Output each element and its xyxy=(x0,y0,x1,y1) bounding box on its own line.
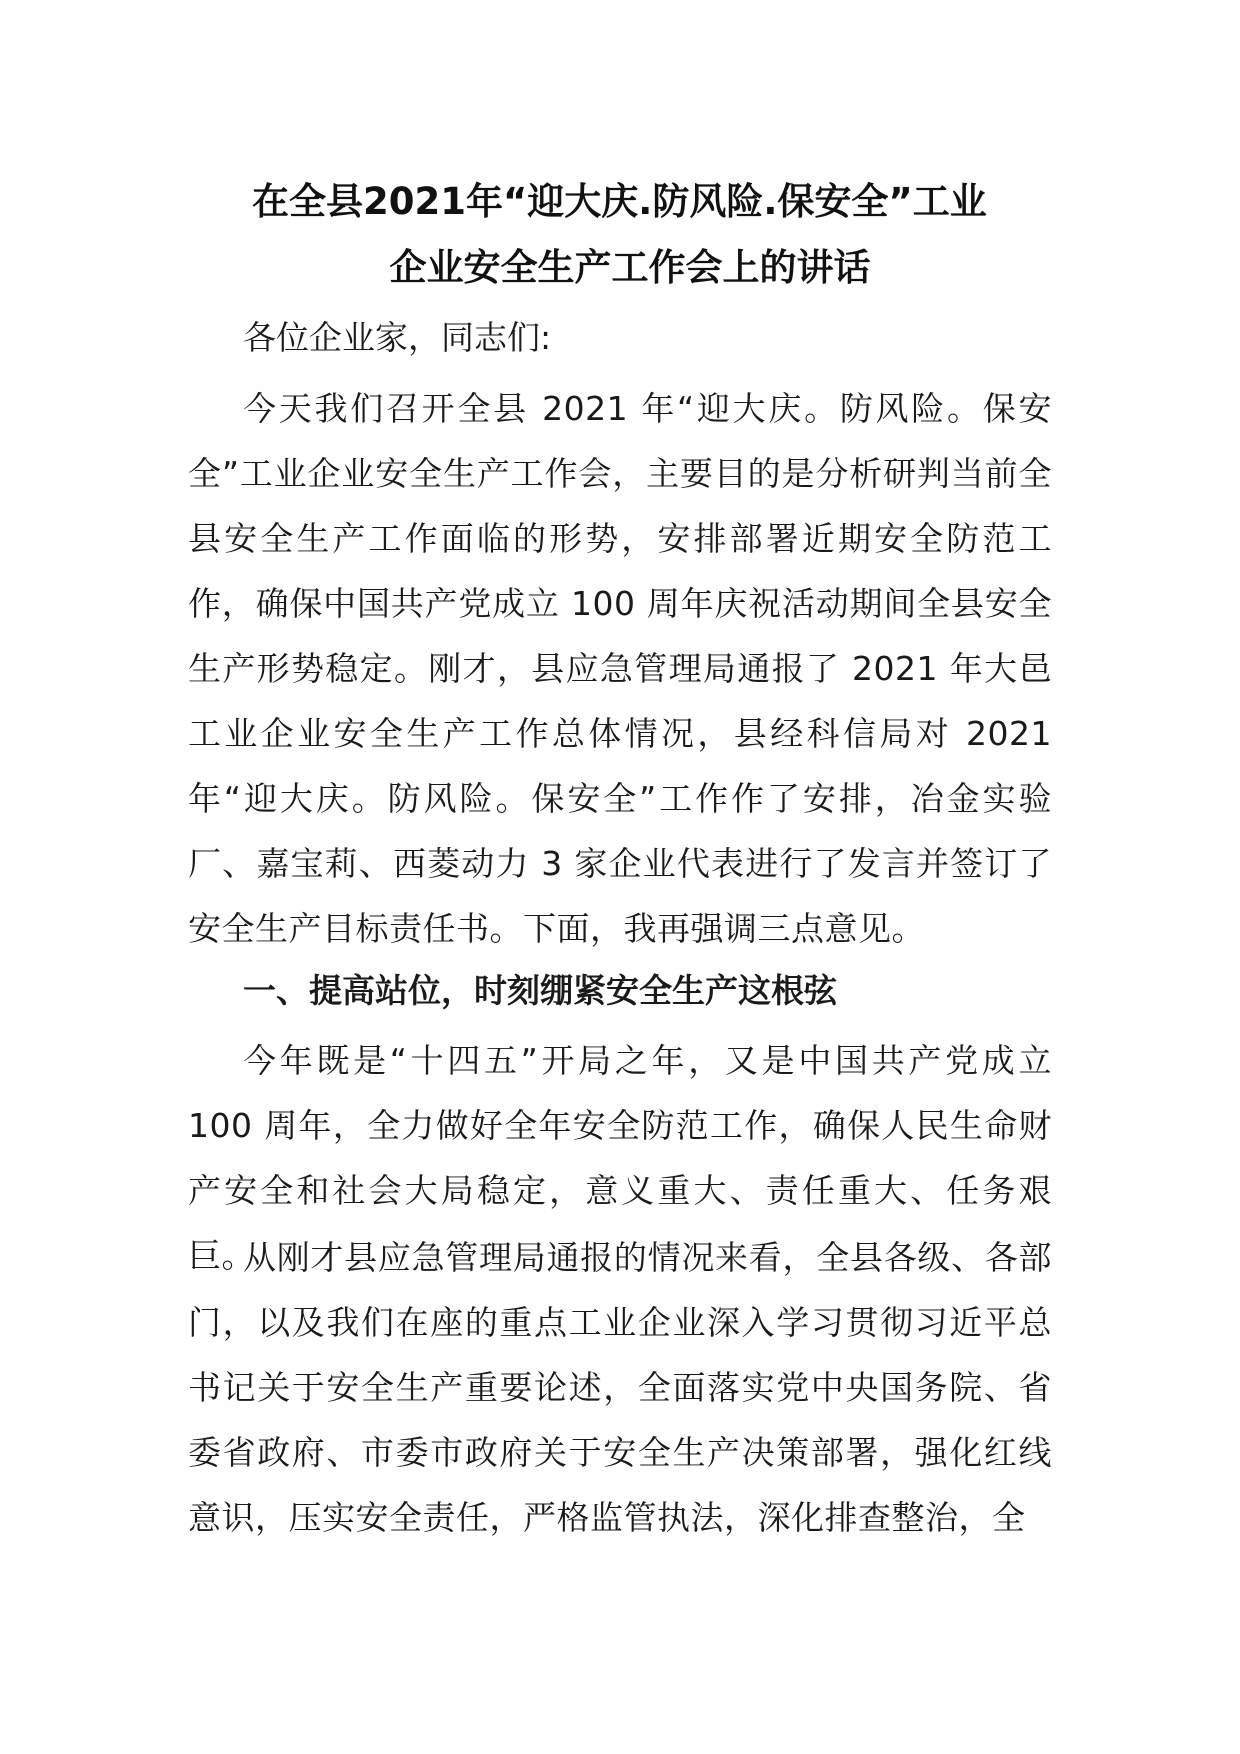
title-line-2: 企业安全生产工作会上的讲话 xyxy=(389,246,871,289)
paragraph-intro: 今天我们召开全县 2021 年“迎大庆。防风险。保安全”工业企业安全生产工作会，主要目的是分析研判当前全县安全生产工作面临的形势，安排部署近期安全防范工作，确保中国共产党成立 100 周年庆祝活动期间全县安全生产形势稳定。刚才，县应急管理局通报了 2021 年大邑工业企业安全生产工作总体情况，县经科信局对 2021 年“迎大庆。防风险。保安全”工作作了安排，冶金实验厂、嘉宝莉、西菱动力 3 家企业代表进行了发言并签订了安全生产目标责任书。下面，我再强调三点意见。 xyxy=(188,389,1052,948)
section-heading: 一、提高站位，时刻绷紧安全生产这根弦 xyxy=(243,971,837,1010)
greeting: 各位企业家，同志们: xyxy=(243,318,552,357)
title-line-1: 在全县2021年“迎大庆.防风险.保安全”工业 xyxy=(252,180,987,223)
paragraph-section-1: 今年既是“十四五”开局之年，又是中国共产党成立 100 周年，全力做好全年安全防范工作，确保人民生命财产安全和社会大局稳定，意义重大、责任重大、任务艰巨。 xyxy=(188,1041,1052,1275)
paragraph-section-2: 从刚才县应急管理局通报的情况来看，全县各级、各部门，以及我们在座的重点工业企业深入学习贯彻习近平总书记关于安全生产重要论述，全面落实党中央国务院、省委省政府、市委市政府关于安全生产决策部署，强化红线意识，压实安全责任，严格监管执法，深化排查整治，全 xyxy=(188,1238,1052,1537)
